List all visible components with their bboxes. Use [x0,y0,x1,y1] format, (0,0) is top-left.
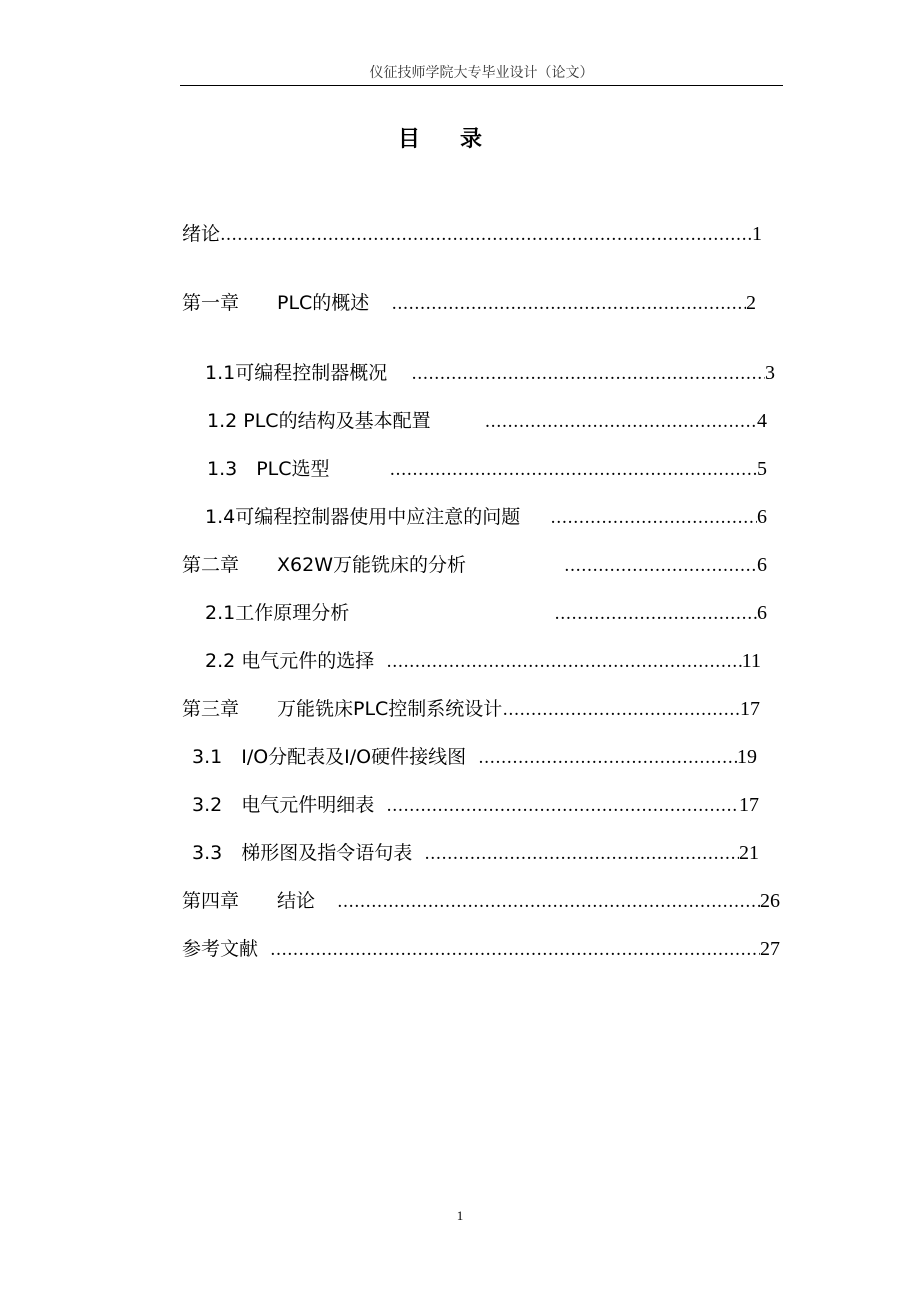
toc-page: 6 [757,602,767,624]
toc-label: 第二章 X62W万能铣床的分析 [182,554,466,576]
toc-page: 17 [740,698,760,720]
toc-leader [270,936,760,963]
toc-entry-2-2[interactable] [205,647,761,675]
toc-entry-3-2[interactable] [192,791,759,819]
toc-page: 3 [765,362,775,384]
toc-entry-1-1[interactable] [205,359,775,387]
toc-leader [411,360,765,387]
toc-entry-3-1[interactable] [192,743,757,771]
toc-label: 绪论 [182,223,221,245]
toc-leader [485,408,757,435]
toc-leader [220,221,752,248]
header-rule [180,85,783,86]
toc-leader [337,888,760,915]
toc-entry-2-1[interactable] [205,599,767,627]
toc-entry-1-2[interactable] [207,407,767,435]
toc-leader [390,456,757,483]
toc-label: 2.1工作原理分析 [205,602,350,624]
toc-label: 1.3 PLC选型 [207,458,330,480]
toc-label: 3.3 梯形图及指令语句表 [192,842,413,864]
toc-entry-intro[interactable] [182,220,762,248]
toc-page: 21 [739,842,759,864]
page-header: 仪征技师学院大专毕业设计（论文） [369,65,594,81]
toc-leader [554,600,757,627]
page-number: 1 [456,1208,464,1223]
toc-label: 第四章 结论 [182,890,316,912]
toc-label: 第一章 PLC的概述 [182,292,370,314]
toc-page: 19 [737,746,757,768]
toc-entry-3-3[interactable] [192,839,759,867]
toc-page: 26 [760,890,780,912]
page-title: 目录 [397,127,522,152]
toc-entry-references[interactable] [182,935,780,963]
toc-page: 6 [757,554,767,576]
toc-entry-1-3[interactable] [207,455,767,483]
toc-label: 参考文献 [182,938,259,960]
toc-label: 3.2 电气元件明细表 [192,794,375,816]
toc-leader [564,552,757,579]
toc-leader [550,504,757,531]
toc-page: 1 [752,223,762,245]
toc-label: 3.1 I/O分配表及I/O硬件接线图 [192,746,467,768]
toc-label: 2.2 电气元件的选择 [205,650,375,672]
toc-leader [386,792,739,819]
toc-page: 4 [757,410,767,432]
toc-page: 2 [746,292,756,314]
toc-label: 1.2 PLC的结构及基本配置 [207,410,431,432]
toc-page: 17 [739,794,759,816]
toc-entry-chapter-3[interactable] [182,695,760,723]
toc-leader [502,696,740,723]
toc-leader [478,744,737,771]
toc-page: 5 [757,458,767,480]
toc-entry-chapter-1[interactable] [182,289,756,317]
toc-label: 1.4可编程控制器使用中应注意的问题 [205,506,521,528]
toc-leader [386,648,741,675]
toc-leader [424,840,739,867]
toc-label: 1.1可编程控制器概况 [205,362,388,384]
toc-entry-chapter-4[interactable] [182,887,780,915]
toc-page: 6 [757,506,767,528]
toc-entry-1-4[interactable] [205,503,767,531]
toc-leader [391,290,746,317]
toc-label: 第三章 万能铣床PLC控制系统设计 [182,698,503,720]
toc-entry-chapter-2[interactable] [182,551,767,579]
toc-page: 11 [741,650,761,672]
toc-page: 27 [760,938,780,960]
